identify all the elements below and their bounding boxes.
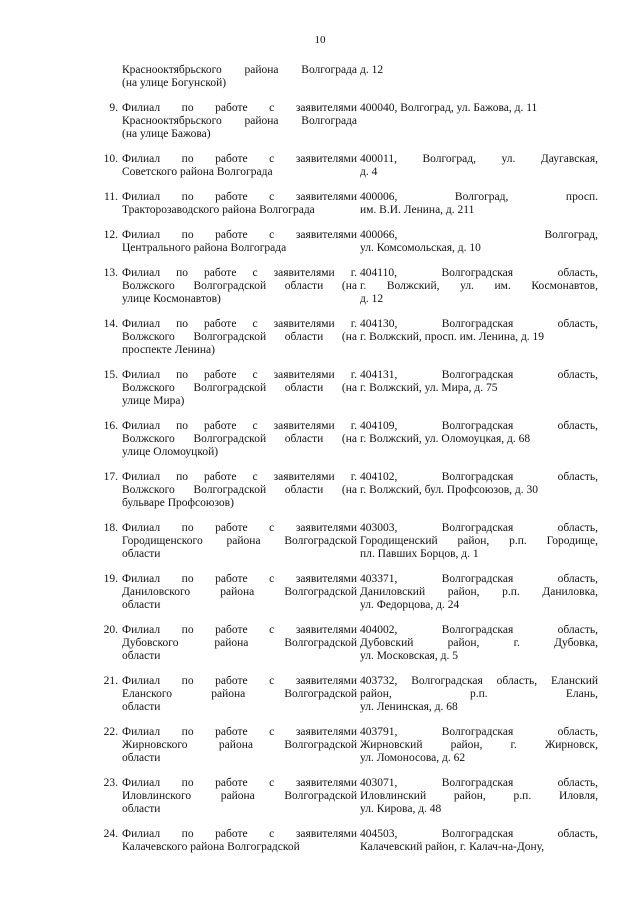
branch-address	[357, 102, 598, 141]
table-row	[88, 471, 608, 510]
row-number: 21.	[103, 675, 118, 687]
branch-name-line: Филиал по работе с заявителями г.	[122, 420, 357, 432]
branch-address	[357, 229, 598, 255]
branch-address	[357, 153, 598, 179]
table-row	[88, 267, 608, 306]
branch-address-line: 403003, Волгоградская область,	[360, 522, 598, 534]
branch-address-line: 404130, Волгоградская область,	[360, 318, 598, 330]
branch-address	[357, 318, 598, 357]
table-row	[88, 522, 608, 561]
row-number: 10.	[103, 153, 118, 165]
row-number: 12.	[103, 229, 118, 241]
row-number: 23.	[103, 777, 118, 789]
branch-address-line: 404110, Волгоградская область,	[360, 267, 598, 279]
branch-name-line: улице Мира)	[122, 395, 185, 407]
table-row	[88, 64, 608, 90]
branch-address-line: 400011, Волгоград, ул. Даугавская,	[360, 153, 598, 165]
branch-name	[122, 573, 357, 612]
branch-name	[122, 191, 357, 217]
branch-name-line: Филиал по работе с заявителями	[122, 777, 357, 789]
branch-address	[357, 828, 598, 854]
branch-address	[357, 675, 598, 714]
branch-name-line: Волжского Волгоградской области (на	[122, 433, 357, 445]
branch-address	[357, 64, 598, 90]
branch-address-line: 400006, Волгоград, просп.	[360, 191, 598, 203]
branch-name-line: области	[122, 548, 161, 560]
branch-address-line: ул. Ломоносова, д. 62	[360, 752, 466, 764]
row-number: 15.	[103, 369, 118, 381]
branch-name-line: Волжского Волгоградской области (на	[122, 331, 357, 343]
branch-address-line: пл. Павших Борцов, д. 1	[360, 548, 479, 560]
branch-address-line: г. Волжский, ул. Оломоуцкая, д. 68	[360, 433, 531, 445]
branch-address-line: 403791, Волгоградская область,	[360, 726, 598, 738]
branch-name-line: Филиал по работе с заявителями	[122, 726, 357, 738]
branch-name	[122, 624, 357, 663]
branch-address-line: Иловлинский район, р.п. Иловля,	[360, 790, 598, 802]
branch-address	[357, 624, 598, 663]
branch-name-line: Филиал по работе с заявителями г.	[122, 471, 357, 483]
branch-address-line: Жирновский район, г. Жирновск,	[360, 739, 598, 751]
table-row	[88, 573, 608, 612]
table-row	[88, 726, 608, 765]
branch-address-line: 400040, Волгоград, ул. Бажова, д. 11	[360, 102, 538, 114]
table-row	[88, 624, 608, 663]
branch-address-line: г. Волжский, ул. им. Космонавтов,	[360, 280, 598, 292]
row-number: 22.	[103, 726, 118, 738]
branch-name-line: бульваре Профсоюзов)	[122, 497, 234, 509]
branch-name-line: Филиал по работе с заявителями г.	[122, 369, 357, 381]
row-number: 9.	[109, 102, 118, 114]
branch-name-line: Краснооктябрьского района Волгограда	[122, 115, 357, 127]
branch-name	[122, 102, 357, 141]
page-number: 10	[314, 34, 326, 46]
branch-name-line: Филиал по работе с заявителями	[122, 522, 357, 534]
table-row	[88, 675, 608, 714]
branch-address-line: 403371, Волгоградская область,	[360, 573, 598, 585]
branch-name-line: Даниловского района Волгоградской	[122, 586, 357, 598]
branch-address-line: 403071, Волгоградская область,	[360, 777, 598, 789]
branch-address-line: им. В.И. Ленина, д. 211	[360, 204, 475, 216]
branch-name-line: Еланского района Волгоградской	[122, 688, 357, 700]
branch-name	[122, 64, 357, 90]
row-number: 20.	[103, 624, 118, 636]
branch-address-line: 403732, Волгоградская область, Еланский	[360, 675, 598, 687]
branch-address-line: д. 12	[360, 293, 384, 305]
branch-address-line: 400066, Волгоград,	[360, 229, 598, 241]
branch-address-line: 404503, Волгоградская область,	[360, 828, 598, 840]
branch-name	[122, 777, 357, 816]
branch-name-line: Жирновского района Волгоградской	[122, 739, 357, 751]
branch-address	[357, 573, 598, 612]
branch-name-line: Городищенского района Волгоградской	[122, 535, 357, 547]
branch-name-line: Иловлинского района Волгоградской	[122, 790, 357, 802]
table-row	[88, 777, 608, 816]
row-number: 24.	[103, 828, 118, 840]
branch-name-line: Краснооктябрьского района Волгограда	[122, 64, 357, 76]
branch-name-line: Волжского Волгоградской области (на	[122, 280, 357, 292]
branch-address-line: ул. Комсомольская, д. 10	[360, 242, 481, 254]
branch-name	[122, 675, 357, 714]
branch-name	[122, 828, 357, 854]
branch-name-line: Филиал по работе с заявителями	[122, 675, 357, 687]
branch-address-line: г. Волжский, просп. им. Ленина, д. 19	[360, 331, 545, 343]
table-row	[88, 369, 608, 408]
row-number: 11.	[104, 191, 118, 203]
branch-name-line: Филиал по работе с заявителями	[122, 573, 357, 585]
branch-address-line: Калачевский район, г. Калач-на-Дону,	[360, 841, 545, 853]
branch-address	[357, 267, 598, 306]
branch-name-line: Филиал по работе с заявителями г.	[122, 267, 357, 279]
branch-address-line: ул. Кирова, д. 48	[360, 803, 442, 815]
branch-address	[357, 726, 598, 765]
branch-name-line: Филиал по работе с заявителями	[122, 624, 357, 636]
row-number: 19.	[103, 573, 118, 585]
branch-name-line: (на улице Бажова)	[122, 128, 211, 140]
row-number: 14.	[103, 318, 118, 330]
table-row	[88, 420, 608, 459]
branch-address	[357, 471, 598, 510]
branch-name	[122, 267, 357, 306]
table-row	[88, 191, 608, 217]
table-row	[88, 318, 608, 357]
branch-address-line: г. Волжский, ул. Мира, д. 75	[360, 382, 498, 394]
branch-name-line: (на улице Богунской)	[122, 77, 227, 89]
branch-name-line: Филиал по работе с заявителями	[122, 828, 357, 840]
branch-address-line: ул. Московская, д. 5	[360, 650, 458, 662]
branch-address-line: д. 4	[360, 166, 378, 178]
branch-address-line: ул. Федорцова, д. 24	[360, 599, 460, 611]
branch-name-line: области	[122, 599, 161, 611]
branch-name-line: области	[122, 701, 161, 713]
branch-name-line: проспекте Ленина)	[122, 344, 215, 356]
table-row	[88, 229, 608, 255]
branch-address	[357, 777, 598, 816]
branch-name-line: Тракторозаводского района Волгограда	[122, 204, 315, 216]
row-number: 13.	[103, 267, 118, 279]
branch-address-line: Даниловский район, р.п. Даниловка,	[360, 586, 598, 598]
branch-name-line: Филиал по работе с заявителями	[122, 102, 357, 114]
branch-address-line: г. Волжский, бул. Профсоюзов, д. 30	[360, 484, 539, 496]
branch-name-line: Калачевского района Волгоградской	[122, 841, 300, 853]
branch-name	[122, 153, 357, 179]
branch-name	[122, 726, 357, 765]
branch-name-line: Филиал по работе с заявителями г.	[122, 318, 357, 330]
branch-name-line: Филиал по работе с заявителями	[122, 191, 357, 203]
branch-name-line: Филиал по работе с заявителями	[122, 229, 357, 241]
branch-name-line: области	[122, 650, 161, 662]
row-number: 18.	[103, 522, 118, 534]
branch-name	[122, 522, 357, 561]
branch-name	[122, 229, 357, 255]
row-number	[88, 64, 122, 90]
branch-address-line: 404109, Волгоградская область,	[360, 420, 598, 432]
row-number: 17.	[103, 471, 118, 483]
branch-name-line: Советского района Волгограда	[122, 166, 273, 178]
row-number: 16.	[103, 420, 118, 432]
branch-name-line: Волжского Волгоградской области (на	[122, 484, 357, 496]
branch-name-line: улице Оломоуцкой)	[122, 446, 219, 458]
branch-address	[357, 420, 598, 459]
branch-address	[357, 369, 598, 408]
table-row	[88, 102, 608, 141]
branch-name-line: области	[122, 803, 161, 815]
branch-address	[357, 522, 598, 561]
branch-address-line: д. 12	[360, 64, 384, 76]
branch-address	[357, 191, 598, 217]
branch-name-line: Центрального района Волгограда	[122, 242, 287, 254]
branch-name-line: Филиал по работе с заявителями	[122, 153, 357, 165]
branch-name-line: улице Космонавтов)	[122, 293, 221, 305]
branch-address-line: 404102, Волгоградская область,	[360, 471, 598, 483]
branch-name-line: области	[122, 752, 161, 764]
branch-name	[122, 471, 357, 510]
table-row	[88, 153, 608, 179]
branch-address-line: ул. Ленинская, д. 68	[360, 701, 458, 713]
branch-address-line: 404131, Волгоградская область,	[360, 369, 598, 381]
branch-name	[122, 420, 357, 459]
branch-name-line: Волжского Волгоградской области (на	[122, 382, 357, 394]
branch-name	[122, 369, 357, 408]
branch-name	[122, 318, 357, 357]
branch-address-line: Городищенский район, р.п. Городище,	[360, 535, 598, 547]
table-row	[88, 828, 608, 854]
branch-address-line: 404002, Волгоградская область,	[360, 624, 598, 636]
branch-address-line: Дубовский район, г. Дубовка,	[360, 637, 598, 649]
branch-list	[88, 64, 608, 866]
branch-name-line: Дубовского района Волгоградской	[122, 637, 357, 649]
branch-address-line: район, р.п. Елань,	[360, 688, 598, 700]
